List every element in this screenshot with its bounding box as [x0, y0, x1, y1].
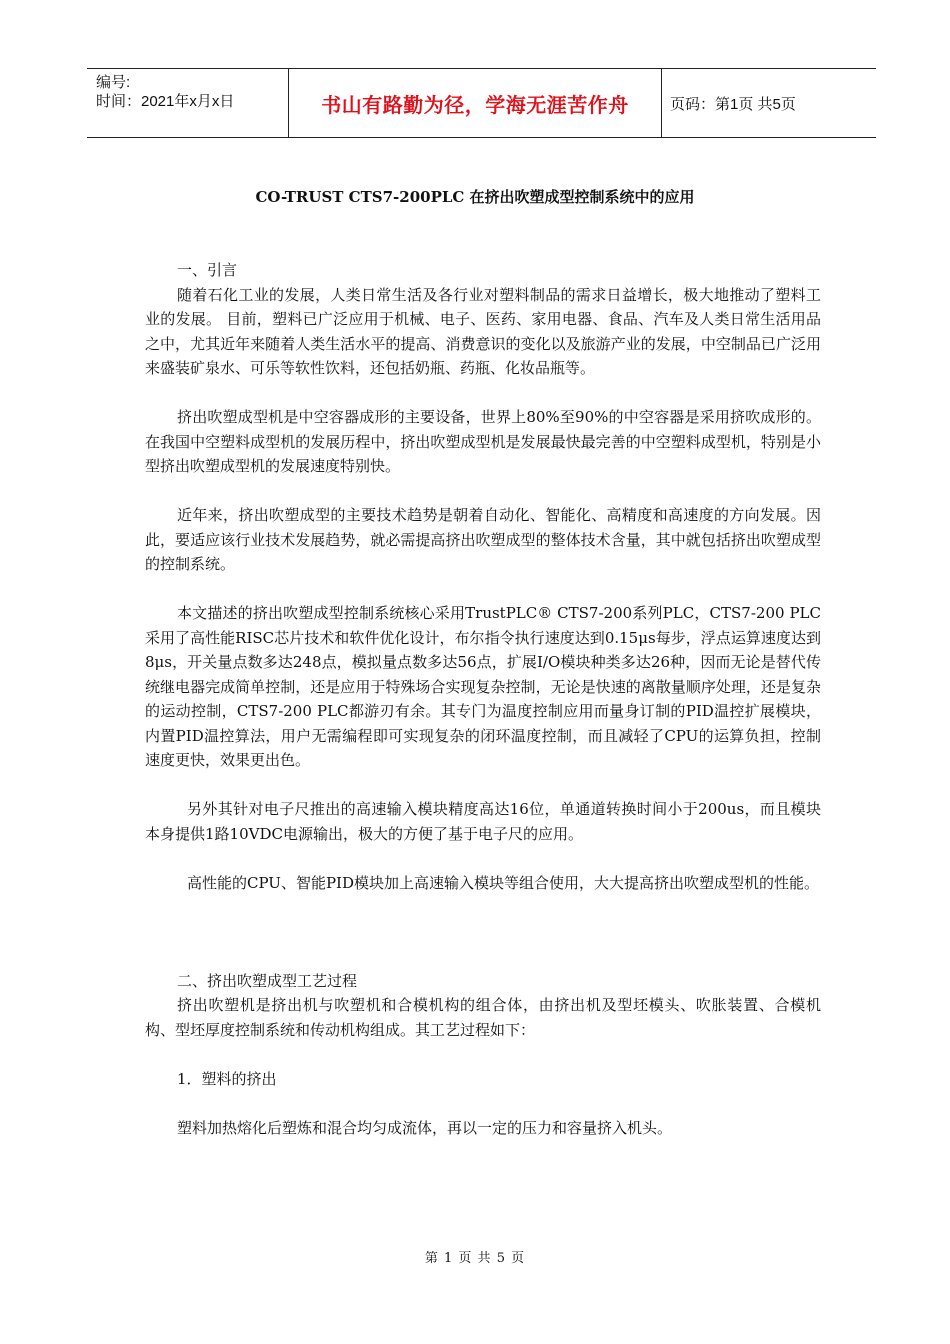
- header-page-label: 页码：第1页 共5页: [670, 95, 796, 113]
- paragraph: 近年来，挤出吹塑成型的主要技术趋势是朝着自动化、智能化、高精度和高速度的方向发展。因此，要适应该行业技术发展趋势，就必需提高挤出吹塑成型的整体技术含量，其中就包括挤出吹塑成型的控制系统。: [145, 506, 821, 573]
- subsection-heading-extrusion: 1．塑料的挤出: [177, 1069, 277, 1088]
- paragraph: 本文描述的挤出吹塑成型控制系统核心采用TrustPLC® CTS7-200系列PLC，CTS7-200 PLC采用了高性能RISC芯片技术和软件优化设计，布尔指令执行速度达到0.15μs每步，浮点运算速度达到8μs，开关量点数多达248点，模拟量点数多达56点，扩展I/O模块种类多达26种，因而无论是替代传统继电器完成简单控制，还是应用于特殊场合实现复杂控制，无论是快速的离散量顺序处理，还是复杂的运动控制，CTS7-200 PLC都游刃有余。其专门为温度控制应用而量身订制的PID温控扩展模块，内置PID温控算法，用户无需编程即可实现复杂的闭环温度控制，而且减轻了CPU的运算负担，控制速度更快，效果更出色。: [145, 604, 821, 769]
- paragraph: 挤出吹塑机是挤出机与吹塑机和合模机构的组合体，由挤出机及型坯模头、吹胀装置、合模机构、型坯厚度控制系统和传动机构组成。其工艺过程如下：: [145, 996, 821, 1039]
- document-number-label: 编号:: [96, 74, 131, 91]
- header-left-cell: [87, 69, 288, 137]
- paragraph: 高性能的CPU、智能PID模块加上高速输入模块等组合使用，大大提高挤出吹塑成型机的性能。: [187, 873, 819, 892]
- paragraph: 随着石化工业的发展，人类日常生活及各行业对塑料制品的需求日益增长，极大地推动了塑料工业的发展。 目前，塑料已广泛应用于机械、电子、医药、家用电器、食品、汽车及人类日常生活用品之中，尤其近年来随着人类生活水平的提高、消费意识的变化以及旅游产业的发展，中空制品已广泛用来盛装矿泉水、可乐等软性饮料，还包括奶瓶、药瓶、化妆品瓶等。: [145, 285, 821, 377]
- header-motto: 书山有路勤为径，学海无涯苦作舟: [288, 69, 662, 137]
- document-body: [145, 258, 821, 1140]
- document-time-label: 时间：2021年x月x日: [96, 93, 235, 110]
- paragraph: 塑料加热熔化后塑炼和混合均匀成流体，再以一定的压力和容量挤入机头。: [177, 1118, 673, 1137]
- paragraph: 另外其针对电子尺推出的高速输入模块精度高达16位，单通道转换时间小于200us，而且模块本身提供1路10VDC电源输出，极大的方便了基于电子尺的应用。: [145, 800, 821, 843]
- paragraph: 挤出吹塑成型机是中空容器成形的主要设备，世界上80%至90%的中空容器是采用挤吹成形的。在我国中空塑料成型机的发展历程中，挤出吹塑成型机是发展最快最完善的中空塑料成型机，特别是小型挤出吹塑成型机的发展速度特别快。: [145, 408, 821, 475]
- header-table: [87, 68, 876, 138]
- section-heading-introduction: 一、引言: [177, 261, 238, 279]
- page-footer: 第 1 页 共 5 页: [424, 1251, 526, 1266]
- section-heading-process: 二、挤出吹塑成型工艺过程: [177, 971, 358, 990]
- document-title: CO-TRUST CTS7-200PLC 在挤出吹塑成型控制系统中的应用: [255, 188, 695, 206]
